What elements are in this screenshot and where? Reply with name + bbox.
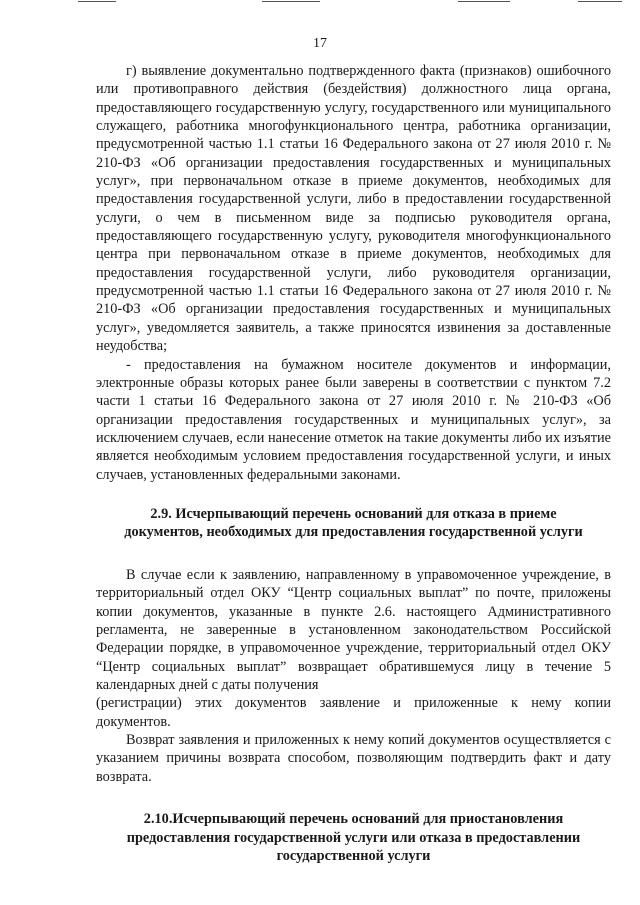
paragraph-return-method: Возврат заявления и приложенных к нему копий документов осуществляется с указанием причины возврата способом, позволяющим подтвердить факт и дату возврата. — [96, 732, 611, 785]
paragraph-paper-documents: - предоставления на бумажном носителе документов и информации, электронные образы которых ранее были заверены в соответствии с пунктом 7.2 части 1 статьи 16 Федерального закона от 27 июля 2010 г. № 210-ФЗ «Об организации предоставления государственных и муниципальных услуг», за исключением случаев, если нанесение отметок на такие документы либо их изъятие является необходимым условием предоставления государственной услуги, и иных случаев, установленных федеральными законами. — [96, 356, 611, 483]
section-2-9-heading — [96, 505, 611, 542]
paragraph-return-condition: В случае если к заявлению, направленному в управомоченное учреждение, в территориальный отдел ОКУ “Центр социальных выплат” по почте, приложены копии документов, указанные в пункте 2.6. настоящего Административного регламента, не заверенные в установленном законодательством Российской Федерации порядке, в управомоченное учреждение, территориальный отдел ОКУ “Центр социальных выплат” возвращает обратившемуся лицу в течение 5 календарных дней с даты получения — [96, 566, 611, 693]
scan-top-marks — [0, 0, 640, 4]
section-2-10-heading-line1: 2.10.Исчерпывающий перечень оснований для приостановления — [143, 811, 564, 828]
document-body — [96, 62, 611, 866]
section-2-10-heading-line3: государственной услуги — [276, 848, 431, 865]
paragraph-return-condition-cont: (регистрации) этих документов заявление и приложенные к нему копии документов. — [96, 695, 611, 730]
section-2-10-heading — [96, 810, 611, 866]
section-2-10-heading-line2: предоставления государственной услуги или отказа в предоставлении — [126, 829, 581, 846]
section-2-9-heading-line2: документов, необходимых для предоставления государственной услуги — [124, 524, 583, 541]
section-2-9-heading-line1: 2.9. Исчерпывающий перечень оснований для отказа в приеме — [150, 505, 557, 522]
page-number: 17 — [313, 36, 327, 51]
paragraph-item-g: г) выявление документально подтвержденного факта (признаков) ошибочного или противоправного действия (бездействия) должностного лица органа, предоставляющего государственную услугу, государственного или муниципального служащего, работника многофункционального центра, работника организации, предусмотренной частью 1.1 статьи 16 Федерального закона от 27 июля 2010 г. № 210-ФЗ «Об организации предоставления государственных и муниципальных услуг», при первоначальном отказе в приеме документов, необходимых для предоставления государственной услуги, либо в предоставлении государственной услуги, о чем в письменном виде за подписью руководителя органа, предоставляющего государственную услугу, руководителя многофункционального центра при первоначальном отказе в приеме документов, необходимых для предоставления государственной услуги, либо руководителя организации, предусмотренной частью 1.1 статьи 16 Федерального закона от 27 июля 2010 г. № 210-ФЗ «Об организации предоставления государственных и муниципальных услуг», уведомляется заявитель, а также приносятся извинения за доставленные неудобства; — [96, 63, 611, 355]
